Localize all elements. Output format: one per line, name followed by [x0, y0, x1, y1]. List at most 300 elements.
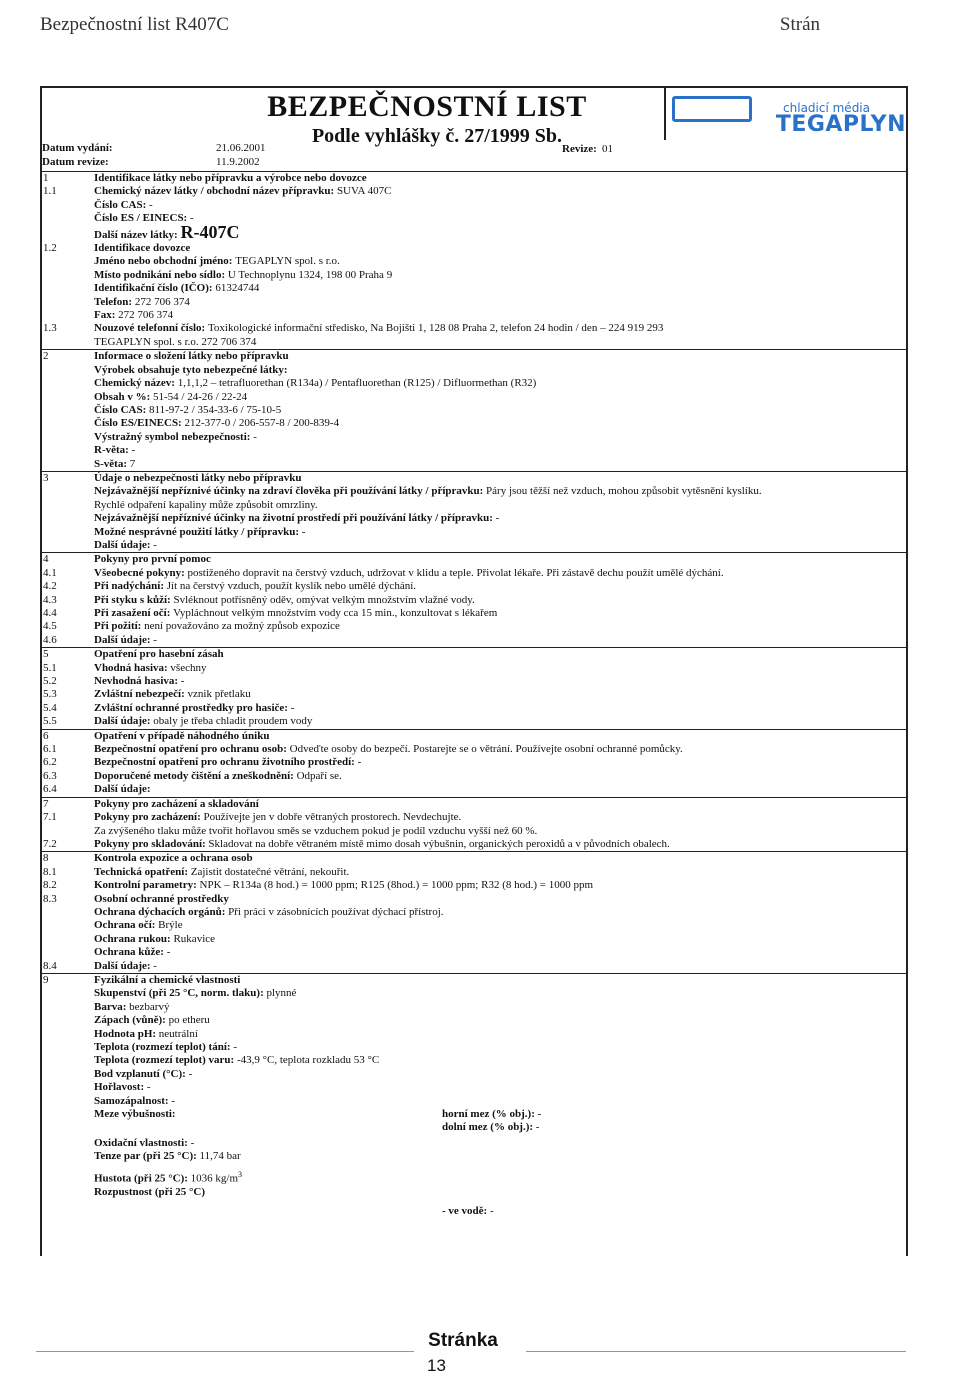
row-text [94, 620, 908, 633]
field-label: Teplota (rozmezí teplot) tání: [94, 1041, 234, 1053]
field-value: 7 [129, 457, 136, 470]
field-value: bezbarvý [129, 1000, 170, 1013]
sheet-row [42, 946, 908, 959]
sheet-row [42, 743, 908, 756]
section-number: 6.3 [43, 769, 57, 782]
section-number: 5.3 [43, 688, 57, 701]
sheet-row [42, 1054, 908, 1067]
row-text [94, 811, 908, 824]
field-label: Tenze par (při 25 °C): [94, 1150, 200, 1163]
sheet-row [42, 282, 908, 295]
sheet-row [42, 960, 908, 973]
field-value: Při práci v zásobnících používat dýchací přístroj. [228, 905, 444, 918]
issued-label: Datum vydání: [42, 142, 113, 154]
section-number: 8 [43, 852, 49, 865]
field-label: Při styku s kůží: [94, 593, 174, 606]
sheet-row [42, 1028, 908, 1041]
section-number [42, 1041, 94, 1054]
section-number [42, 499, 94, 512]
field-value: -43,9 °C, teplota rozkladu 53 °C [236, 1054, 380, 1067]
section-number: 8.1 [43, 865, 57, 878]
explosive-limits-row [42, 1108, 908, 1135]
field-label: Bezpečnostní opatření pro ochranu osob: [94, 743, 290, 756]
section-number [42, 444, 94, 457]
field-value: - [149, 198, 153, 211]
section-number [42, 377, 94, 390]
sheet-row [42, 825, 908, 838]
sheet-row [42, 485, 908, 498]
field-label: Kontrolní parametry: [94, 879, 200, 892]
sheet-row [42, 838, 908, 851]
field-label: Další údaje: [94, 715, 154, 728]
row-text [94, 838, 908, 851]
field-value: Toxikologické informační středisko, Na Bojišti 1, 128 08 Praha 2, telefon 24 hodin / den – 224 919 293 [207, 322, 664, 335]
field-label: Další název látky: [94, 228, 181, 241]
field-label: Číslo ES / EINECS: [94, 212, 190, 225]
section-number: 4.3 [43, 593, 57, 606]
row-text [94, 648, 908, 661]
title-block [192, 90, 662, 148]
row-text [94, 933, 908, 946]
sheet-row [42, 770, 908, 783]
row-text [94, 594, 908, 607]
row-text [94, 1014, 908, 1027]
section-number: 5.2 [43, 675, 57, 688]
section-number [42, 404, 94, 417]
section-number: 6 [43, 729, 49, 742]
sheet-row [42, 933, 908, 946]
field-value: Odveďte osoby do bezpečí. Postarejte se o větrání. Používejte osobní ochranné pomůcky. [289, 743, 683, 756]
sheet-row [42, 417, 908, 430]
section-number [42, 987, 94, 1000]
field-label: Pokyny pro zacházení: [94, 811, 204, 824]
section-number: 4.5 [43, 620, 57, 633]
field-value: - [153, 633, 157, 646]
sheet-row [42, 1095, 908, 1108]
field-label: Výstražný symbol nebezpečnosti: [94, 430, 254, 443]
field-value: po etheru [168, 1014, 210, 1027]
field-value: 1,1,1,2 – tetrafluorethan (R134a) / Pentafluorethan (R125) / Difluormethan (R32) [177, 377, 537, 390]
sheet-row [42, 1041, 908, 1054]
explosive-limits-values [442, 1108, 541, 1135]
sheet-row [42, 242, 908, 255]
row-text [94, 269, 908, 282]
section-number [42, 539, 94, 552]
sheet-row [42, 255, 908, 268]
row-text [94, 906, 908, 919]
section-number: 4.6 [43, 633, 57, 646]
header-document-title: Bezpečnostní list R407C [40, 14, 229, 35]
revision-number-value: 01 [602, 143, 613, 155]
row-text [94, 634, 908, 647]
field-value: Vypláchnout velkým množstvím vody cca 15 min., konzultovat s lékařem [173, 607, 498, 619]
row-text [94, 336, 908, 349]
field-label: Pokyny pro první pomoc [94, 553, 211, 566]
sheet-row [42, 552, 908, 566]
field-label: S-věta: [94, 457, 130, 470]
section-number: 4.4 [43, 607, 57, 619]
sheet-row [42, 171, 908, 185]
row-text [94, 715, 908, 728]
section-number: 8.3 [43, 892, 57, 905]
sheet-row [42, 391, 908, 404]
row-text [94, 221, 908, 242]
section-number [42, 906, 94, 919]
section-number: 1 [43, 172, 49, 184]
sheet-row [42, 756, 908, 769]
row-text [94, 743, 908, 756]
water-solubility-row [42, 1205, 908, 1218]
field-label: Rozpustnost (při 25 °C) [94, 1185, 206, 1198]
field-label: Barva: [94, 1000, 130, 1013]
field-value: 272 706 374 [134, 295, 190, 308]
sheet-row [42, 512, 908, 525]
sheet-row [42, 647, 908, 661]
section-number [42, 1014, 94, 1027]
field-value: vznik přetlaku [187, 688, 251, 701]
section-number [42, 1108, 94, 1135]
field-label: Jméno nebo obchodní jméno: [94, 255, 236, 268]
field-value: Zajistit dostatečné větrání, nekouřit. [190, 865, 350, 878]
field-label: Obsah v %: [94, 390, 153, 403]
field-value: Páry jsou těžší než vzduch, mohou způsobit vytěsnění kyslíku. [486, 485, 762, 498]
section-number: 3 [43, 471, 49, 484]
field-value: obaly je třeba chladit proudem vody [153, 715, 313, 728]
field-label: Technická opatření: [94, 865, 191, 878]
row-text [94, 987, 908, 1000]
row-text [94, 783, 908, 796]
sheet-row [42, 783, 908, 796]
section-number: 9 [43, 973, 49, 986]
field-value: - [253, 430, 257, 443]
row-text [94, 580, 908, 593]
sheet-row [42, 1068, 908, 1081]
field-label: Možné nesprávné použití látky / přípravku: [94, 525, 302, 538]
section-number [42, 946, 94, 959]
row-text [94, 1095, 908, 1108]
section-number [42, 512, 94, 525]
field-label: Další údaje: [94, 633, 154, 646]
row-text [94, 1054, 908, 1067]
section-number: 4.2 [43, 580, 57, 593]
header-page-label: Strán [779, 14, 820, 35]
field-label: Ochrana kůže: [94, 946, 167, 959]
field-value: - [146, 1081, 151, 1094]
row-text [94, 296, 908, 309]
field-value: 61324744 [215, 282, 260, 295]
field-label: Identifikace látky nebo přípravku a výrobce nebo dovozce [94, 172, 367, 184]
sheet-row [42, 851, 908, 865]
section-number [42, 1028, 94, 1041]
field-label: Nejzávažnější nepříznivé účinky na životní prostředí při používání látky / přípravku: [94, 512, 496, 525]
section-number [42, 1068, 94, 1081]
row-text [94, 242, 908, 255]
row-text [94, 879, 908, 892]
water-solubility-value: - [489, 1205, 494, 1218]
sheet-row [42, 336, 908, 349]
section-number [42, 919, 94, 932]
row-text [94, 377, 908, 390]
section-number [42, 526, 94, 539]
field-label: Opatření pro hasební zásah [94, 648, 224, 661]
field-label: Výrobek obsahuje tyto nebezpečné látky: [94, 363, 288, 376]
row-text [94, 1186, 908, 1199]
sheet-row [42, 1150, 908, 1163]
section-number: 5.1 [43, 661, 57, 674]
section-number [42, 296, 94, 309]
field-label: Údaje o nebezpečnosti látky nebo přípravku [94, 471, 302, 484]
sheet-row [42, 919, 908, 932]
field-label: Hořlavost: [94, 1081, 147, 1094]
field-value: - [166, 946, 171, 959]
row-text [94, 893, 908, 906]
field-label: Fax: [94, 309, 119, 322]
row-text [94, 825, 908, 838]
field-value: - [357, 756, 362, 769]
row-text [94, 567, 908, 580]
row-text [94, 1137, 908, 1150]
field-label: Teplota (rozmezí teplot) varu: [94, 1054, 237, 1067]
row-text [94, 960, 908, 973]
field-value: - [131, 444, 136, 457]
row-text [94, 1168, 908, 1186]
field-value: Skladovat na dobře větraném místě mimo dosah výbušnin, organických peroxidů a v původních obalech. [208, 837, 670, 850]
section-number [42, 1150, 94, 1163]
section-number: 1.2 [43, 242, 57, 255]
field-label: Ochrana očí: [94, 919, 159, 932]
field-label: Nevhodná hasiva: [94, 675, 181, 688]
sheet-row [42, 567, 908, 580]
field-value: SUVA 407C [336, 185, 392, 198]
field-value: - [180, 675, 185, 688]
field-label: Při zasažení očí: [94, 607, 174, 619]
superscript: 3 [238, 1169, 243, 1179]
field-label: Opatření v případě náhodného úniku [94, 729, 270, 742]
field-label: Oxidační vlastnosti: [94, 1136, 191, 1149]
field-label: Nejzávažnější nepříznivé účinky na zdraví člověka při používání látky / přípravku: [94, 485, 487, 498]
row-text [94, 866, 908, 879]
row-text [94, 472, 908, 485]
sheet-row [42, 702, 908, 715]
section-number [42, 282, 94, 295]
field-value: není považováno za možný způsob expozice [144, 620, 340, 633]
row-text [94, 1205, 908, 1218]
revision-date-label: Datum revize: [42, 156, 109, 168]
section-number [42, 825, 94, 838]
sheet-row [42, 797, 908, 811]
section-number: 6.4 [43, 783, 57, 796]
section-number: 6.2 [43, 756, 57, 769]
sheet-row [42, 444, 908, 457]
row-text [94, 974, 908, 987]
field-value: TEGAPLYN spol. s r.o. [235, 255, 340, 268]
sheet-row [42, 1014, 908, 1027]
logo-tagline: chladicí média [783, 101, 870, 115]
field-label: Bezpečnostní opatření pro ochranu životního prostředí: [94, 756, 358, 769]
section-number [42, 1054, 94, 1067]
field-label: R-věta: [94, 444, 132, 457]
field-label: Chemický název: [94, 377, 178, 390]
row-text [94, 255, 908, 268]
sheet-row [42, 906, 908, 919]
field-value: Jít na čerstvý vzduch, použít kyslík nebo umělé dýchání. [166, 580, 417, 593]
sheet-row [42, 1137, 908, 1150]
row-text [94, 675, 908, 688]
field-value: TEGAPLYN spol. s r.o. 272 706 374 [94, 335, 257, 348]
section-number [42, 1186, 94, 1199]
field-label: Vhodná hasiva: [94, 661, 171, 674]
field-label: Informace o složení látky nebo přípravku [94, 350, 289, 363]
section-number: 5.5 [43, 715, 57, 728]
sheet-row [42, 185, 908, 198]
field-label: Všeobecné pokyny: [94, 566, 188, 579]
section-number [42, 309, 94, 322]
field-value: U Technoplynu 1324, 198 00 Praha 9 [227, 268, 393, 281]
section-number [42, 391, 94, 404]
sheet-row [42, 296, 908, 309]
sheet-row [42, 675, 908, 688]
section-number: 4 [43, 553, 49, 566]
field-value: Brýle [158, 919, 183, 932]
field-label: Další údaje: [94, 783, 151, 796]
sheet-row [42, 729, 908, 743]
issued-value: 21.06.2001 [216, 142, 266, 154]
section-number [42, 1137, 94, 1150]
section-number [42, 212, 94, 225]
field-value: - [301, 525, 306, 538]
section-number: 5.4 [43, 701, 57, 714]
section-number: 2 [43, 350, 49, 363]
row-text [94, 199, 908, 212]
row-text [94, 607, 908, 620]
field-label: Při požití: [94, 620, 145, 633]
sheet-row [42, 269, 908, 282]
row-text [94, 417, 908, 430]
section-number: 1.3 [43, 322, 57, 335]
section-number: 7.1 [43, 811, 57, 824]
row-text [94, 458, 908, 471]
section-number [42, 933, 94, 946]
section-number: 4.1 [43, 566, 57, 579]
field-value: - [495, 512, 500, 525]
row-text [94, 919, 908, 932]
sheet-row [42, 539, 908, 552]
sheet-row [42, 431, 908, 444]
row-text [94, 770, 908, 783]
field-value: Odpaří se. [296, 769, 342, 782]
sheet-row [42, 1168, 908, 1186]
logo-mark-icon [672, 96, 752, 122]
document-title: BEZPEČNOSTNÍ LIST [267, 90, 587, 123]
row-text [94, 1068, 908, 1081]
row-text [94, 688, 908, 701]
section-number: 5 [43, 648, 49, 661]
lower-limit-label: dolní mez (% obj.): [442, 1121, 536, 1134]
field-value: - [233, 1041, 237, 1053]
upper-limit-value: - [537, 1108, 542, 1121]
row-text [94, 404, 908, 417]
field-value: Svléknout potřísněný oděv, omývat velkým množstvím vlažné vody. [173, 593, 475, 606]
field-label: Hustota (při 25 °C): [94, 1172, 191, 1185]
section-number: 7 [43, 797, 49, 810]
sheet-row [42, 893, 908, 906]
row-text [94, 322, 908, 335]
section-number [42, 336, 94, 349]
field-value: 272 706 374 [118, 309, 174, 322]
footer-page-number: 13 [427, 1356, 446, 1375]
section-number [42, 1081, 94, 1094]
row-text [94, 431, 908, 444]
row-text [94, 539, 908, 552]
field-value: NPK – R134a (8 hod.) = 1000 ppm; R125 (8hod.) = 1000 ppm; R32 (8 hod.) = 1000 ppm [199, 879, 594, 892]
section-number [42, 458, 94, 471]
field-value: 811-97-2 / 354-33-6 / 75-10-5 [149, 403, 282, 416]
field-value-large: R-407C [180, 221, 240, 242]
company-logo [664, 88, 906, 140]
upper-limit-label: horní mez (% obj.): [442, 1108, 538, 1121]
section-number [42, 364, 94, 377]
row-text [94, 526, 908, 539]
section-number [42, 417, 94, 430]
row-text [94, 172, 908, 185]
row-text [94, 662, 908, 675]
field-value: Rychlé odpaření kapaliny může způsobit omrzliny. [94, 498, 318, 511]
field-label: Ochrana rukou: [94, 932, 174, 945]
row-text [94, 499, 908, 512]
field-label: Kontrola expozice a ochrana osob [94, 852, 253, 865]
field-value: postiženého dopravit na čerstvý vzduch, udržovat v klidu a teple. Přivolat lékaře. Při zástavě dechu použít umělé dýchání. [187, 566, 724, 579]
sheet-row [42, 594, 908, 607]
row-text [94, 512, 908, 525]
field-label: Zvláštní nebezpečí: [94, 688, 188, 701]
field-label: Ochrana dýchacích orgánů: [94, 905, 229, 918]
row-text [94, 553, 908, 566]
field-label: Při nadýchání: [94, 580, 167, 593]
lower-limit-value: - [535, 1121, 540, 1134]
field-value: 51-54 / 24-26 / 22-24 [153, 390, 248, 403]
sheet-row [42, 607, 908, 620]
row-text [94, 1081, 908, 1094]
section-number [42, 1168, 94, 1186]
field-label: Číslo ES/EINECS: [94, 417, 185, 430]
sheet-row [42, 866, 908, 879]
field-label: Pokyny pro skladování: [94, 837, 209, 850]
sheet-row [42, 620, 908, 633]
field-label: Nouzové telefonní číslo: [94, 322, 208, 335]
field-value: - [189, 212, 194, 225]
sheet-row [42, 221, 908, 242]
section-number [42, 199, 94, 212]
sheet-row [42, 715, 908, 728]
field-value: neutrální [158, 1027, 198, 1040]
section-number [42, 1095, 94, 1108]
revision-date-value: 11.9.2002 [216, 156, 260, 168]
row-text [94, 1108, 908, 1135]
field-value: - [188, 1067, 193, 1080]
field-label: Samozápalnost: [94, 1094, 172, 1107]
safety-data-sheet [40, 86, 908, 1256]
section-number [42, 485, 94, 498]
row-text [94, 1041, 908, 1054]
section-number [42, 1205, 94, 1218]
row-text [94, 946, 908, 959]
sheet-row [42, 349, 908, 363]
field-label: Číslo CAS: [94, 403, 150, 416]
field-label: Číslo CAS: [94, 198, 150, 211]
section-number: 6.1 [43, 743, 57, 756]
section-number [42, 431, 94, 444]
field-label: Chemický název látky / obchodní název přípravku: [94, 185, 337, 198]
